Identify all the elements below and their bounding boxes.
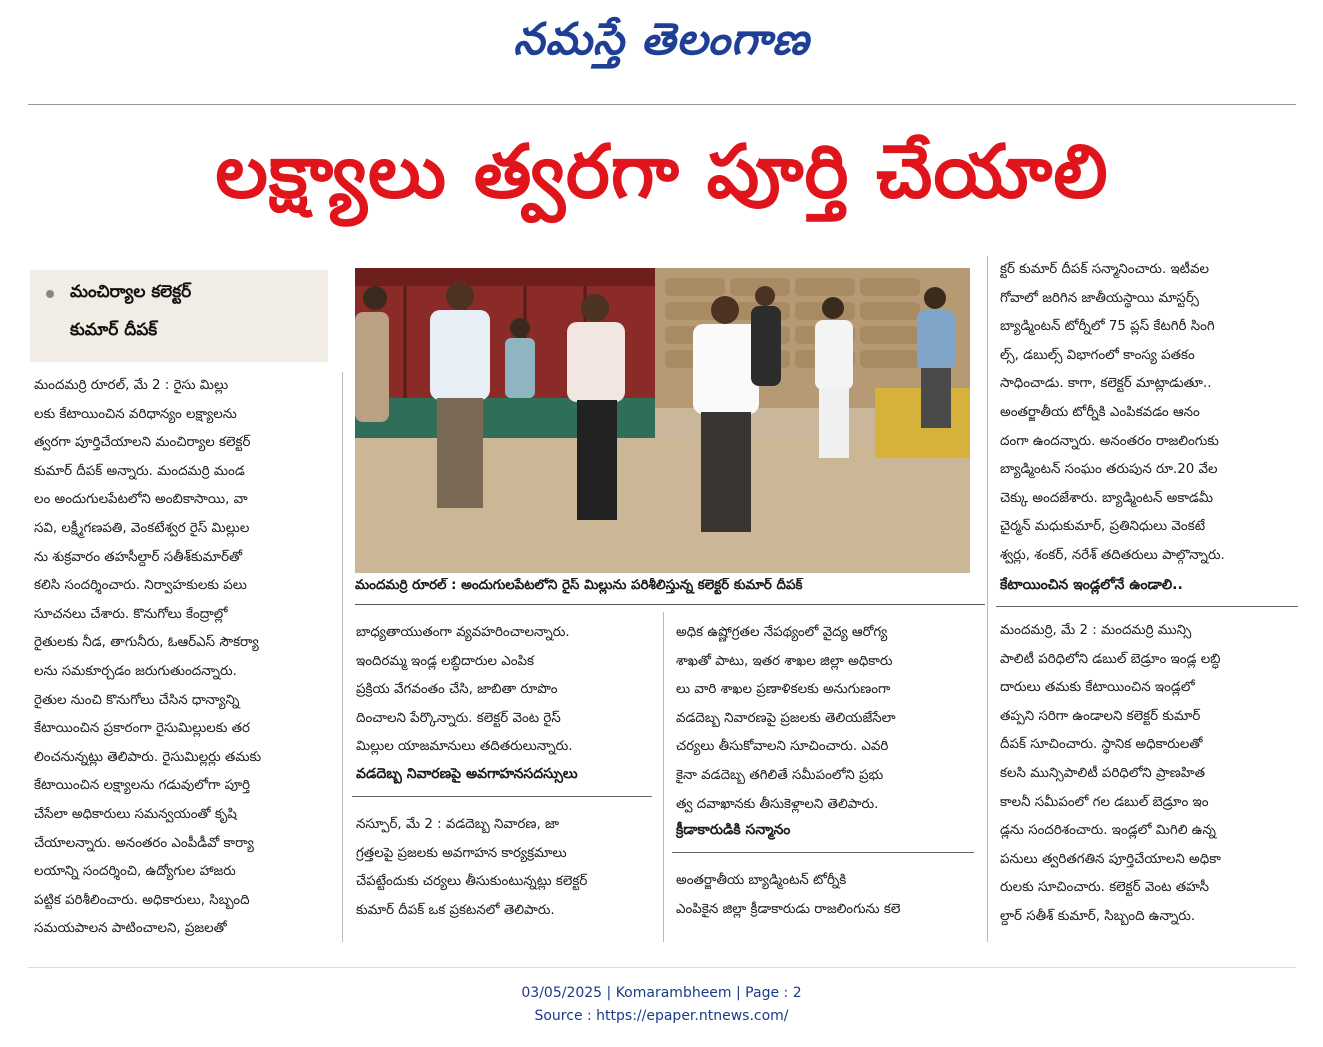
text-line: తప్పని సరిగా ఉండాలని కలెక్టర్ కుమార్ — [1000, 708, 1201, 724]
text-line: కాలనీ సమీపంలో గల డబుల్ బెడ్రూం ఇం — [1000, 794, 1209, 810]
article-column-2-bottom — [356, 811, 650, 925]
text-line: ల్దార్ సతీశ్ కుమార్, సిబ్బంది ఉన్నారు. — [1000, 908, 1196, 924]
text-line: రైతులకు నీడ, తాగునీరు, ఓఆర్ఎస్ సౌకర్యా — [34, 635, 259, 651]
article-column-4-bottom — [1000, 617, 1296, 932]
footer-rule — [28, 967, 1296, 968]
subhead-allotted-houses: కేటాయించిన ఇండ్లలోనే ఉండాలి.. — [1000, 577, 1183, 593]
column-divider-3 — [987, 256, 988, 942]
bullet-icon — [46, 290, 54, 298]
article-column-1 — [34, 372, 330, 944]
text-line: చేయాలన్నారు. అనంతరం ఎంపీడీవో కార్యా — [34, 835, 254, 851]
text-line: చెక్కు అందజేశారు. బ్యాడ్మింటన్ అకాడమీ — [1000, 490, 1214, 506]
text-line: కైనా వడదెబ్బ తగిలితే సమీపంలోని ప్రభు — [676, 767, 884, 783]
text-line: బ్యాడ్మింటన్ సంఘం తరుపున రూ.20 వేల — [1000, 462, 1218, 478]
text-line: దీపక్ సూచించారు. స్థానిక అధికారులతో — [1000, 737, 1203, 753]
photo-illustration — [355, 268, 970, 573]
masthead — [0, 6, 1323, 74]
text-line: శాఖతో పాటు, ఇతర శాఖల జిల్లా అధికారు — [676, 653, 893, 669]
headline — [28, 112, 1296, 232]
text-line: లయాన్ని సందర్శించి, ఉద్యోగుల హాజరు — [34, 864, 236, 880]
subhead-line-2: కుమార్ దీపక్ — [70, 320, 158, 340]
text-line: చేసేలా అధికారులు సమన్వయంతో కృషి — [34, 806, 237, 822]
text-line: రైతుల నుంచి కొనుగోలు చేసిన ధాన్యాన్ని — [34, 692, 240, 708]
text-line: అంతర్జాతీయ టోర్నీకి ఎంపికవడం ఆనం — [1000, 404, 1200, 420]
text-line: లం అందుగులపేటలోని అంబికాసాయి, వా — [34, 492, 248, 508]
text-line: బ్యాడ్మింటన్ టోర్నీలో 75 ప్లస్ కేటగిరీ సింగి — [1000, 319, 1215, 335]
text-line: లకు కేటాయించిన వరిధాన్యం లక్ష్యాలను — [34, 406, 237, 422]
text-line: ఇందిరమ్మ ఇండ్ల లబ్ధిదారుల ఎంపిక — [356, 653, 535, 669]
subhead-line-1: మంచిర్యాల కలెక్టర్ — [70, 282, 192, 302]
text-line: అంతర్జాతీయ బ్యాడ్మింటన్ టోర్నీకి — [676, 873, 847, 888]
text-line: సాధించాడు. కాగా, కలెక్టర్ మాట్లాడుతూ.. — [1000, 376, 1212, 392]
text-line: మందమర్రి రూరల్, మే 2 : రైసు మిల్లు — [34, 378, 229, 393]
text-line: ఎంపికైన జిల్లా క్రీడాకారుడు రాజలింగును కలె — [676, 901, 901, 917]
subhead-box — [30, 270, 328, 362]
text-line: క్టర్ కుమార్ దీపక్ సన్మానించారు. ఇటీవల — [1000, 262, 1210, 277]
text-line: బాధ్యతాయుతంగా వ్యవహరించాలన్నారు. — [356, 625, 570, 640]
text-line: దించాలని పేర్కొన్నారు. కలెక్టర్ వెంట రైస్ — [356, 710, 561, 726]
text-line: డ్లను సందరిశంచారు. ఇండ్లలో మిగిలి ఉన్న — [1000, 823, 1216, 839]
subhead-rule-3 — [672, 852, 974, 853]
caption-rule — [355, 604, 985, 605]
text-line: లు వారి శాఖల ప్రణాళికలకు అనుగుణంగా — [676, 682, 891, 698]
text-line: నస్పూర్, మే 2 : వడదెబ్బ నివారణ, జా — [356, 817, 559, 832]
text-line: పాలిటీ పరిధిలోని డబుల్ బెడ్రూం ఇండ్ల లబ్ధి — [1000, 651, 1221, 667]
text-line: త్వ దవాఖానకు తీసుకెళ్లాలని తెలిపారు. — [676, 796, 879, 812]
text-line: రులకు సూచించారు. కలెక్టర్ వెంట తహసీ — [1000, 880, 1210, 896]
headline-text: లక్ష్యాలు త్వరగా పూర్తి చేయాలి — [215, 129, 1109, 215]
text-line: అధిక ఉష్ణోగ్రతల నేపథ్యంలో వైద్య ఆరోగ్య — [676, 625, 888, 640]
text-line: లను సమకూర్చడం జరుగుతుందన్నారు. — [34, 663, 237, 679]
column-divider-2 — [663, 612, 664, 942]
text-line: గోవాలో జరిగిన జాతీయస్థాయి మాస్టర్స్ — [1000, 290, 1199, 306]
text-line: త్వరగా పూర్తిచేయాలని మంచిర్యాల కలెక్టర్ — [34, 435, 251, 451]
article-column-3-top — [676, 619, 972, 819]
text-line: ల్స్, డబుల్స్ విభాగంలో కాంస్య పతకం — [1000, 347, 1195, 363]
text-line: ను శుక్రవారం తహసీల్దార్ సతీశ్‌కుమార్‌తో — [34, 549, 243, 565]
text-line: కలసి మున్సిపాలిటీ పరిధిలోని ప్రాణహిత — [1000, 765, 1206, 781]
article-column-4-top — [1000, 256, 1296, 571]
news-photo — [355, 268, 970, 573]
text-line: దంగా ఉందన్నారు. అనంతరం రాజలింగుకు — [1000, 433, 1219, 449]
subhead-felicitation: క్రీడాకారుడికి సన్మానం — [676, 822, 791, 838]
text-line: లించనున్నట్లు తెలిపారు. రైసుమిల్లర్లు తమకు — [34, 749, 262, 765]
text-line: దారులు తమకు కేటాయించిన ఇండ్లలో — [1000, 680, 1195, 696]
text-line: కేటాయించిన లక్ష్యాలను గడువులోగా పూర్తి — [34, 778, 251, 794]
text-line: కుమార్ దీపక్ అన్నారు. మందమర్రి మండ — [34, 463, 245, 479]
text-line: మిల్లుల యాజమానులు తదితరులున్నారు. — [356, 739, 573, 755]
article-column-2-top — [356, 619, 650, 762]
text-line: కేటాయించిన ప్రకారంగా రైసుమిల్లులకు తర — [34, 721, 250, 737]
text-line: వడదెబ్బ నివారణపై ప్రజలకు తెలియజేసేలా — [676, 710, 896, 726]
footer-date-edition: 03/05/2025 | Komarambheem | Page : 2 — [521, 985, 802, 1001]
article-column-3-bottom — [676, 867, 972, 924]
text-line: గ్రత్తలపై ప్రజలకు అవగాహన కార్యక్రమాలు — [356, 845, 567, 861]
text-line: చైర్మన్ మధుకుమార్, ప్రతినిధులు వెంకటే — [1000, 519, 1206, 535]
text-line: సవి, లక్ష్మీగణపతి, వెంకటేశ్వర రైస్ మిల్లుల — [34, 520, 250, 536]
text-line: పట్టిక పరిశీలించారు. అధికారులు, సిబ్బంది — [34, 892, 250, 908]
masthead-title: నమస్తే తెలంగాణ — [513, 14, 810, 65]
photo-caption: మందమర్రి రూరల్ : అందుగులపేటలోని రైస్ మిల్లును పరిశీలిస్తున్న కలెక్టర్ కుమార్ దీపక్ — [355, 578, 803, 593]
masthead-rule — [28, 104, 1296, 105]
text-line: చేపట్టేందుకు చర్యలు తీసుకుంటున్నట్లు కలెక్టర్ — [356, 874, 588, 890]
text-line: మందమర్రి, మే 2 : మందమర్రి మున్సి — [1000, 623, 1192, 638]
footer-source-link[interactable]: Source : https://epaper.ntnews.com/ — [534, 1008, 789, 1024]
text-line: శ్వర్లు, శంకర్, నరేశ్ తదితరులు పాల్గొన్నారు. — [1000, 547, 1225, 563]
subhead-heat-stroke: వడదెబ్బ నివారణపై అవగాహనసదస్సులు — [356, 766, 578, 782]
text-line: కలిసి సందర్శించారు. నిర్వాహకులకు పలు — [34, 578, 247, 594]
text-line: చర్యలు తీసుకోవాలని సూచించారు. ఎవరి — [676, 739, 889, 755]
column-divider-1 — [342, 372, 343, 942]
text-line: ప్రక్రియ వేగవంతం చేసి, జాబితా రూపొం — [356, 682, 558, 698]
subhead-rule-2 — [352, 796, 652, 797]
text-line: పనులు త్వరితగతిన పూర్తిచేయాలని అధికా — [1000, 851, 1221, 867]
text-line: సమయపాలన పాటించాలని, ప్రజలతో — [34, 921, 227, 937]
text-line: సూచనలు చేశారు. కొనుగోలు కేంద్రాల్లో — [34, 606, 228, 622]
subhead-rule-4 — [996, 606, 1298, 607]
text-line: కుమార్ దీపక్ ఒక ప్రకటనలో తెలిపారు. — [356, 902, 555, 918]
